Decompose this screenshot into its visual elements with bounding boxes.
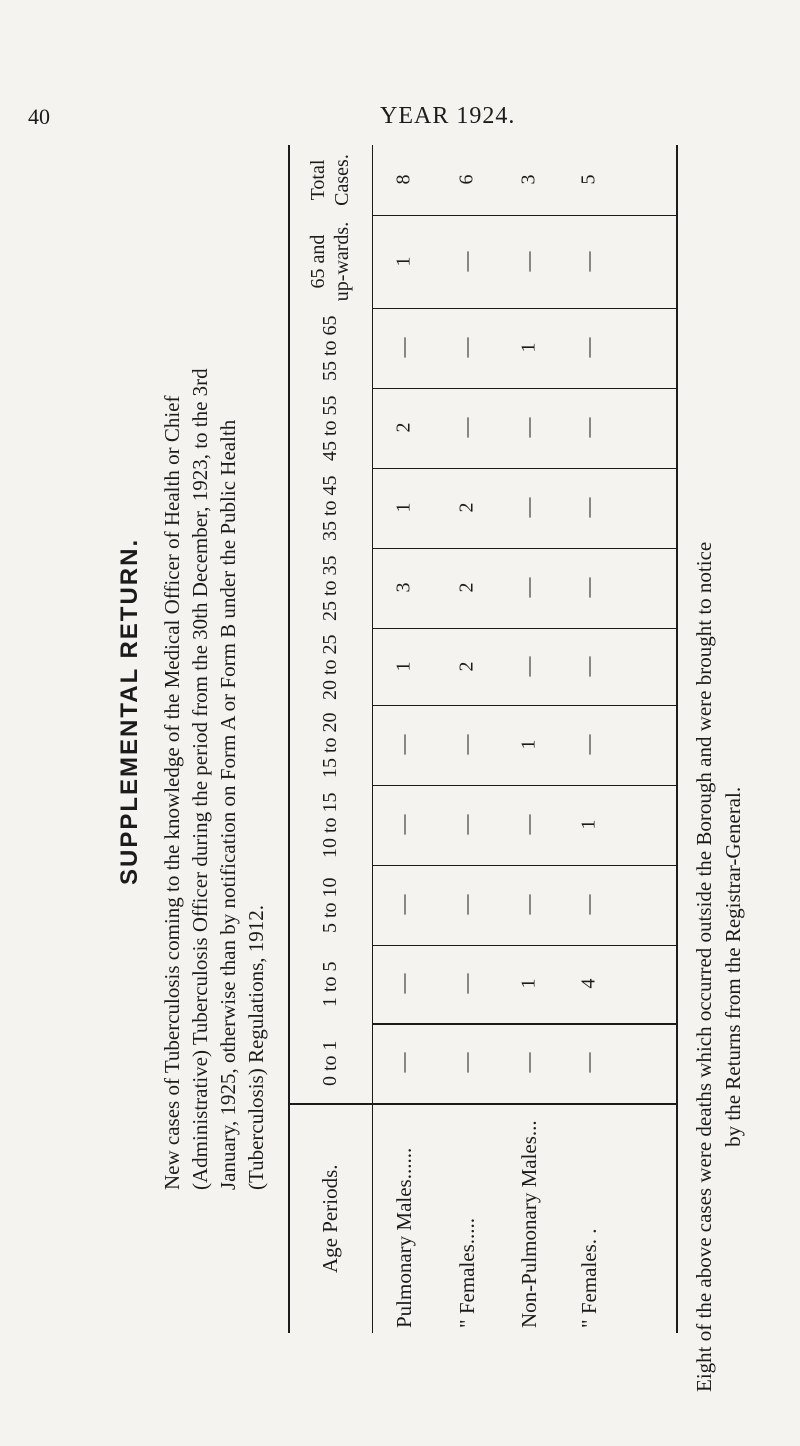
table-cell: 1 (577, 819, 600, 830)
table-cell: — (517, 417, 540, 438)
table-cell: 2 (392, 422, 415, 433)
table-cell: 5 (577, 174, 600, 185)
table-cell: 3 (392, 582, 415, 593)
column-header: 1 to 5 (319, 961, 341, 1007)
table-cell: — (455, 814, 478, 835)
table-cell: — (455, 973, 478, 994)
table-cell: — (577, 577, 600, 598)
page-title: YEAR 1924. (380, 103, 516, 129)
table-cell: — (517, 577, 540, 598)
label-band-separator (372, 1023, 676, 1025)
table-cell: — (517, 1052, 540, 1073)
column-header: 35 to 45 (319, 475, 341, 541)
column-separator (372, 705, 676, 706)
table-cell: — (455, 1052, 478, 1073)
table-cell: — (577, 894, 600, 915)
column-header: 0 to 1 (319, 1040, 341, 1086)
row-header: Age Periods. (317, 1164, 342, 1273)
table-cell: — (392, 973, 415, 994)
table-cell: — (392, 337, 415, 358)
table-cell: — (455, 337, 478, 358)
column-separator (372, 468, 676, 469)
footnote-line: Eight of the above cases were deaths which occurred outside the Borough and were brought to notice (692, 541, 716, 1392)
table-cell: — (577, 1052, 600, 1073)
table-cell: — (517, 814, 540, 835)
table-cell: 1 (392, 502, 415, 513)
column-header: 45 to 55 (319, 395, 341, 461)
table-cell: 2 (455, 502, 478, 513)
table-cell: — (392, 894, 415, 915)
description-line: (Administrative) Tuberculosis Officer during the period from the 30th December, 1923, to the 3rd (188, 368, 212, 1190)
table-cell: 4 (577, 978, 600, 989)
column-separator (372, 388, 676, 389)
column-separator (372, 548, 676, 549)
table-cell: — (577, 417, 600, 438)
table-cell: 1 (517, 739, 540, 750)
column-separator (372, 628, 676, 629)
table-cell: — (577, 734, 600, 755)
table-cell: 6 (455, 174, 478, 185)
table-cell: — (392, 734, 415, 755)
table-cell: 2 (455, 582, 478, 593)
column-header: 25 to 35 (319, 555, 341, 621)
table-cell: — (455, 734, 478, 755)
column-header: 15 to 20 (319, 712, 341, 778)
table-cell: — (517, 251, 540, 271)
table-cell: — (577, 337, 600, 358)
table-cell: — (517, 894, 540, 915)
header-divider (372, 145, 373, 1333)
table-cell: 1 (392, 661, 415, 671)
table-cell: — (455, 251, 478, 271)
table-cell: — (577, 656, 600, 676)
footnote (690, 542, 748, 1392)
description-line: New cases of Tuberculosis coming to the knowledge of the Medical Officer of Health or Chief (160, 395, 184, 1190)
table-cell: 8 (392, 174, 415, 185)
table-cell: — (517, 656, 540, 676)
row-label: Non-Pulmonary Males... (516, 1120, 541, 1328)
supplemental-heading: SUPPLEMENTAL RETURN. (116, 537, 143, 885)
table-cell: 1 (517, 978, 540, 989)
table-cell: — (455, 417, 478, 438)
table-border-right (676, 145, 678, 1333)
table-cell: 3 (517, 174, 540, 185)
column-separator (372, 785, 676, 786)
row-label: " Females. . (576, 1228, 601, 1328)
table-cell: — (455, 894, 478, 915)
description (158, 368, 270, 1190)
table-cell: — (577, 497, 600, 518)
description-line: January, 1925, otherwise than by notification on Form A or Form B under the Public Health (216, 419, 240, 1190)
table-cell: 2 (455, 661, 478, 671)
column-separator (372, 215, 676, 216)
label-band-separator (288, 1103, 676, 1105)
table-cell: 1 (392, 256, 415, 266)
description-line: (Tuberculosis) Regulations, 1912. (244, 904, 268, 1190)
column-header: Total Cases. (307, 154, 353, 206)
table-cell: — (392, 1052, 415, 1073)
table-border-left (288, 145, 290, 1333)
table-cell: — (392, 814, 415, 835)
column-header: 5 to 10 (319, 877, 341, 933)
footnote-line: by the Returns from the Registrar-General. (721, 786, 745, 1147)
column-separator (372, 308, 676, 309)
row-label: Pulmonary Males...... (391, 1147, 416, 1328)
column-separator (372, 865, 676, 866)
column-header: 65 and up-wards. (307, 221, 353, 302)
table-cell: — (577, 251, 600, 271)
row-label: " Females..... (454, 1217, 479, 1328)
column-separator (372, 945, 676, 946)
column-header: 55 to 65 (319, 315, 341, 381)
column-header: 20 to 25 (319, 633, 341, 700)
table-cell: 1 (517, 342, 540, 353)
table-cell: — (517, 497, 540, 518)
page-number: 40 (28, 104, 50, 129)
column-header: 10 to 15 (319, 792, 341, 858)
